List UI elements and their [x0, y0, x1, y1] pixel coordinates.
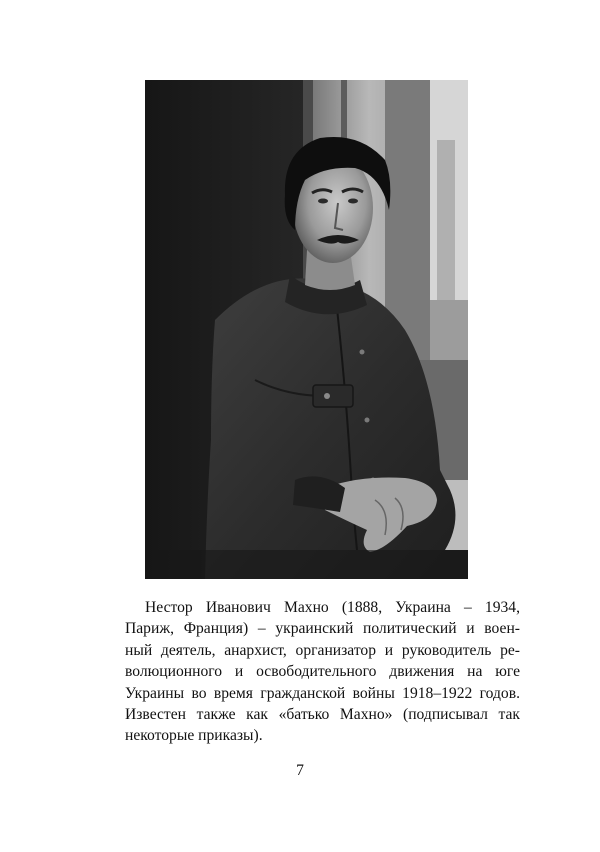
- photo-caption: [125, 597, 520, 747]
- caption-line: волюционного и освободительного движения на юге: [125, 663, 520, 681]
- portrait-photo-drawing: [145, 80, 468, 579]
- caption-line: Украины во время гражданской войны 1918–1922 годов.: [125, 684, 520, 702]
- page-number: 7: [296, 762, 304, 779]
- caption-line: Известен также как «батько Махно» (подписывал так: [125, 706, 520, 724]
- caption-line: Нестор Иванович Махно (1888, Украина – 1934,: [145, 599, 520, 616]
- caption-line: ный деятель, анархист, организатор и руководитель ре-: [125, 641, 520, 659]
- caption-line: некоторые приказы).: [125, 727, 263, 745]
- caption-line: Париж, Франция) – украинский политический и воен-: [125, 620, 520, 638]
- portrait-photo: [145, 80, 468, 579]
